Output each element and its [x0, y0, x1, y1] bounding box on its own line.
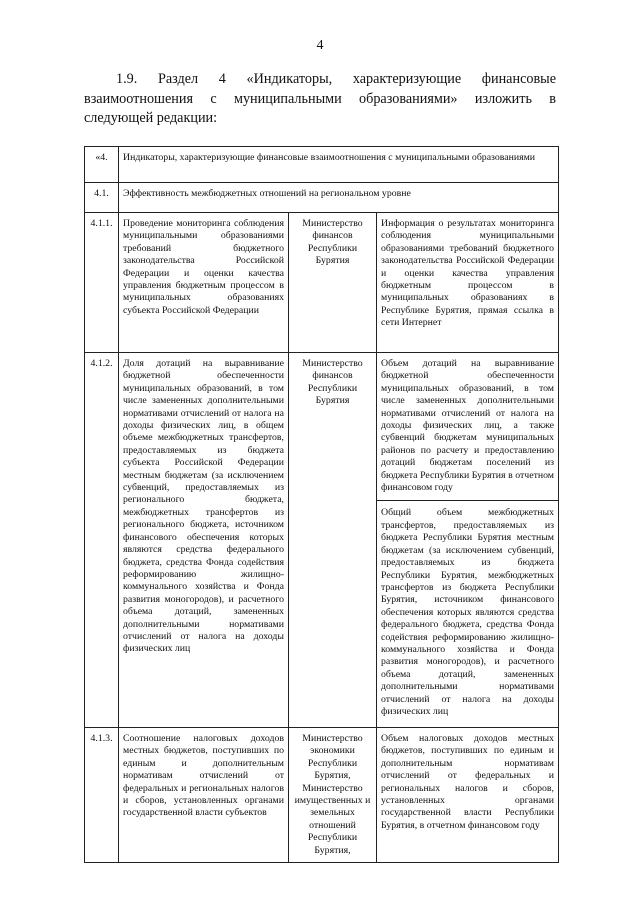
responsible-ministry: Министерство финансов Республики Бурятия [289, 213, 377, 353]
row-number: 4.1. [85, 183, 119, 213]
numerator-info: Объем дотаций на выравнивание бюджетной обеспеченности муниципальных образований, в том числе замененных дополнительными нормативами отчислений от налога на доходы физических лиц, а также субвенций бюджетам муниципальных районов по расчету и предоставлению дотаций бюджетам поселений из бюджета Республики Бурятия в отчетном финансовом году [381, 358, 555, 494]
indicators-table [84, 146, 559, 863]
row-number: 4.1.1. [85, 213, 119, 353]
row-number: «4. [85, 147, 119, 183]
row-number: 4.1.3. [85, 728, 119, 863]
section-heading: Индикаторы, характеризующие финансовые взаимоотношения с муниципальными образованиями [119, 147, 559, 183]
data-source-info [377, 353, 559, 728]
row-number: 4.1.2. [85, 353, 119, 728]
data-source-info: Информация о результатах мониторинга соблюдения муниципальными образованиями требований бюджетного законодательства Российской Федерации и оценки качества управления бюджетным процессом в муниципальных образованиях в Республике Бурятия, прямая ссылка в сети Интернет [377, 213, 559, 353]
responsible-ministry: Министерство финансов Республики Бурятия [289, 353, 377, 728]
data-source-info: Объем налоговых доходов местных бюджетов, поступивших по единым и дополнительным нормативам отчислений от федеральных и региональных налогов и сборов, установленных органами государственной власти Республики Бурятия, в отчетном финансовом году [377, 728, 559, 863]
indicator-description: Проведение мониторинга соблюдения муниципальными образованиями требований бюджетного законодательства Российской Федерации и оценки качества управления бюджетным процессом в муниципальных образованиях субъекта Российской Федерации [119, 213, 289, 353]
indicator-description: Соотношение налоговых доходов местных бюджетов, поступивших по единым и дополнительным нормативам отчислений от федеральных и региональных налогов и сборов, установленных органами государственной власти субъектов [119, 728, 289, 863]
table-row-4-1-1 [85, 213, 559, 353]
subsection-heading: Эффективность межбюджетных отношений на региональном уровне [119, 183, 559, 213]
responsible-ministry: Министерство экономики Республики Бурятия, Министерство имущественных и земельных отношений Республики Бурятия, [289, 728, 377, 863]
table-row-4-1-2 [85, 353, 559, 728]
table-row-section-4 [85, 147, 559, 183]
indicator-description: Доля дотаций на выравнивание бюджетной обеспеченности муниципальных образований, в том числе замененных дополнительными нормативами отчислений от налога на доходы физических лиц, в общем объеме межбюджетных трансфертов, предоставляемых из бюджета субъекта Российской Федерации местным бюджетам (за исключением субвенций, предоставляемых из регионального бюджета, межбюджетных трансфертов из регионального бюджета, источником финансового обеспечения которых являются средства федерального бюджета, средства Фонда содействия реформированию жилищно-коммунального хозяйства и Фонда развития моногородов), и расчетного объема дотаций, замененных дополнительными нормативами отчислений от налога на доходы физических лиц [119, 353, 289, 728]
table-row-4-1-3 [85, 728, 559, 863]
denominator-info: Общий объем межбюджетных трансфертов, предоставляемых из бюджета Республики Бурятия местным бюджетам (за исключением субвенций, предоставляемых из бюджета Республики Бурятия, межбюджетных трансфертов из бюджета Республики Бурятия, источником финансового обеспечения которых являются средства федерального бюджета, средства Фонда содействия реформированию жилищно-коммунального хозяйства и Фонда развития моногородов), и расчетного объема дотаций, замененных дополнительными нормативами отчислений от налога на доходы физических лиц [377, 500, 558, 718]
intro-paragraph: 1.9. Раздел 4 «Индикаторы, характеризующие финансовые взаимоотношения с муниципальными образованиями» изложить в следующей редакции: [84, 71, 556, 126]
page-number: 4 [316, 38, 324, 53]
table-row-section-4-1 [85, 183, 559, 213]
